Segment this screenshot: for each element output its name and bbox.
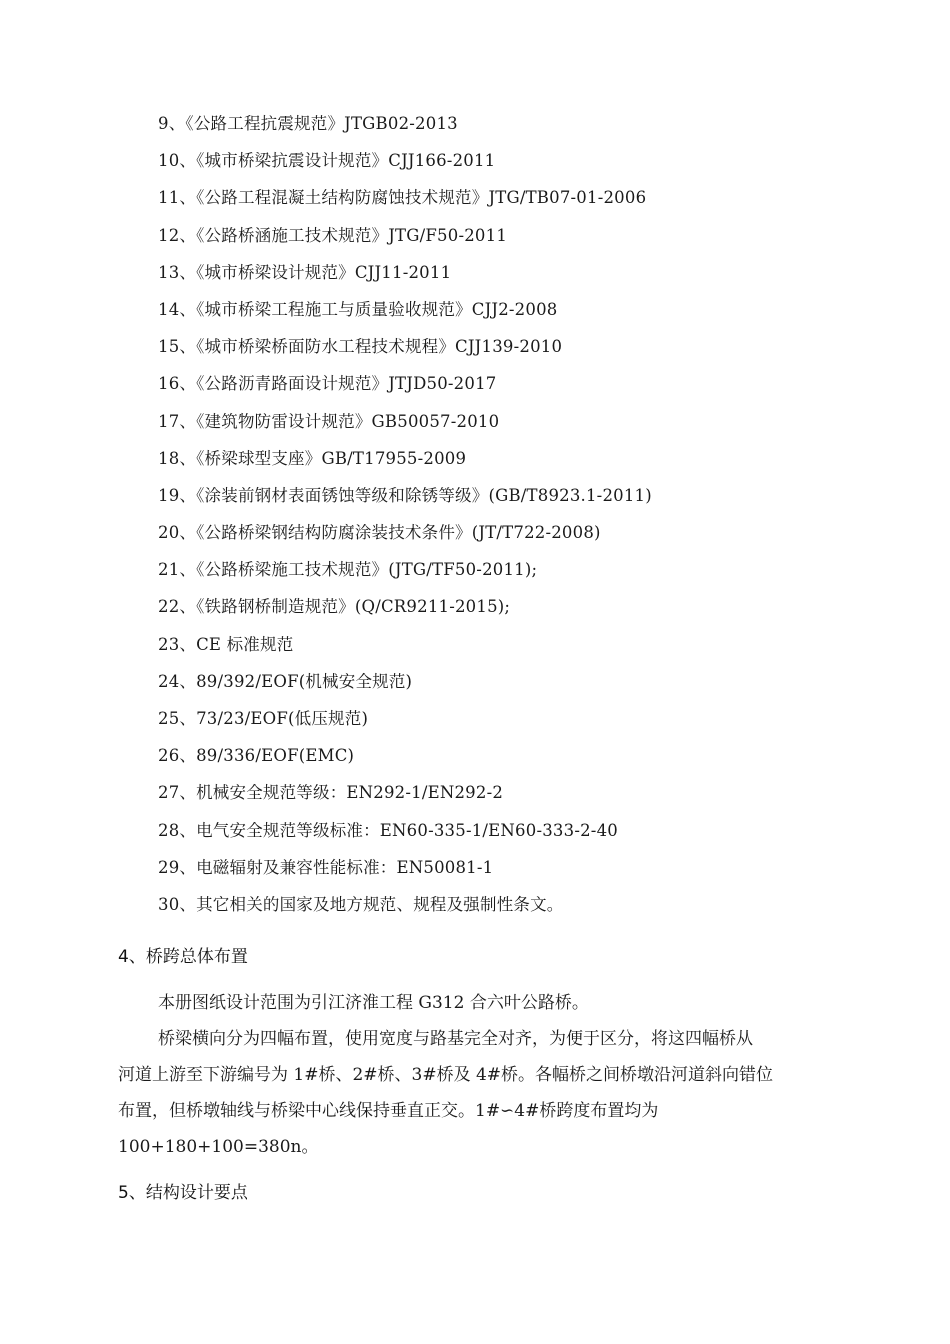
paragraph-line: 布置，但桥墩轴线与桥梁中心线保持垂直正交。1#∽4#桥跨度布置均为 — [118, 1101, 659, 1121]
section-heading-4: 4、桥跨总体布置 — [118, 947, 248, 967]
reference-list — [158, 111, 858, 929]
section-4-paragraph-2 — [118, 1021, 838, 1165]
list-item: 13、《城市桥梁设计规范》CJJ11-2011 — [158, 262, 452, 282]
list-item: 9、《公路工程抗震规范》JTGB02-2013 — [158, 114, 458, 133]
list-item: 18、《桥梁球型支座》GB/T17955-2009 — [158, 448, 467, 468]
list-item: 28、电气安全规范等级标准：EN60-335-1/EN60-333-2-40 — [158, 820, 618, 840]
list-item: 24、89/392/EOF(机械安全规范) — [158, 671, 413, 691]
list-item: 21、《公路桥梁施工技术规范》(JTG/TF50-2011); — [158, 560, 538, 580]
list-item: 16、《公路沥青路面设计规范》JTJD50-2017 — [158, 374, 497, 394]
list-item: 19、《涂装前钢材表面锈蚀等级和除锈等级》(GB/T8923.1-2011) — [158, 485, 652, 505]
list-item: 10、《城市桥梁抗震设计规范》CJJ166-2011 — [158, 151, 496, 171]
paragraph-line: 100+180+100=380n。 — [118, 1137, 319, 1157]
list-item: 12、《公路桥涵施工技术规范》JTG/F50-2011 — [158, 225, 508, 245]
list-item: 29、电磁辐射及兼容性能标准：EN50081-1 — [158, 857, 494, 877]
list-item: 11、《公路工程混凝土结构防腐蚀技术规范》JTG/TB07-01-2006 — [158, 188, 647, 208]
paragraph-text: 本册图纸设计范围为引江济淮工程 G312 合六叶公路桥。 — [158, 993, 589, 1013]
list-item: 26、89/336/EOF(EMC) — [158, 746, 355, 766]
paragraph-line — [118, 1021, 838, 1057]
list-item: 30、其它相关的国家及地方规范、规程及强制性条文。 — [158, 894, 564, 914]
list-item: 14、《城市桥梁工程施工与质量验收规范》CJJ2-2008 — [158, 299, 558, 319]
list-item: 20、《公路桥梁钢结构防腐涂装技术条件》(JT/T722-2008) — [158, 523, 601, 543]
list-item: 15、《城市桥梁桥面防水工程技术规程》CJJ139-2010 — [158, 337, 563, 357]
list-item: 22、《铁路钢桥制造规范》(Q/CR9211-2015); — [158, 597, 511, 617]
list-item: 23、CE 标准规范 — [158, 634, 294, 654]
list-item: 17、《建筑物防雷设计规范》GB50057-2010 — [158, 411, 500, 431]
list-item: 27、机械安全规范等级：EN292-1/EN292-2 — [158, 783, 504, 803]
paragraph-text: 桥梁横向分为四幅布置，使用宽度与路基完全对齐，为便于区分，将这四幅桥从 — [158, 1029, 753, 1049]
list-item: 25、73/23/EOF(低压规范) — [158, 709, 369, 728]
section-4-paragraph-1 — [118, 985, 838, 1021]
section-heading-5: 5、结构设计要点 — [118, 1183, 248, 1203]
paragraph-line: 河道上游至下游编号为 1#桥、2#桥、3#桥及 4#桥。各幅桥之间桥墩沿河道斜向错位 — [118, 1065, 774, 1085]
